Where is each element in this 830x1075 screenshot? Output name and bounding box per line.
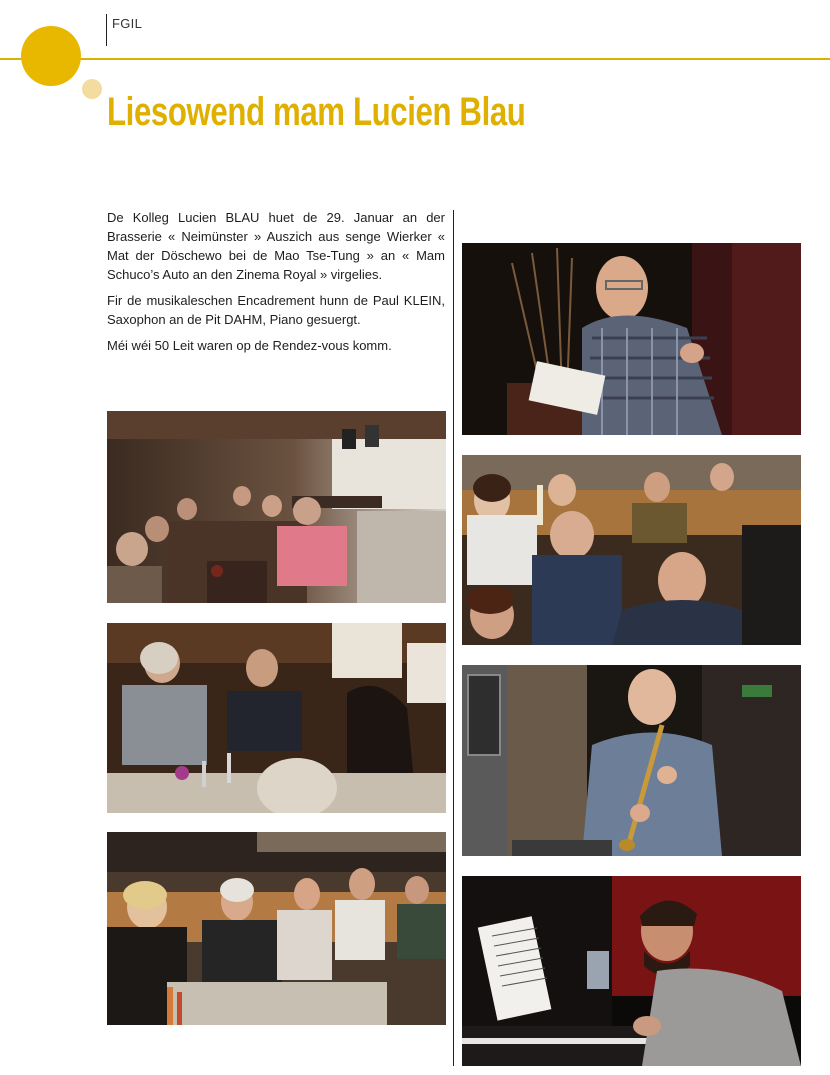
photo-audience-long-table <box>107 411 446 603</box>
article-body <box>107 208 445 362</box>
article-paragraph: Fir de musikaleschen Encadrement hunn de Paul KLEIN, Saxophon an de Pit DAHM, Piano gesuergt. <box>107 293 445 327</box>
article-title: Liesowend mam Lucien Blau <box>107 90 526 134</box>
photo-saxophonist <box>462 665 801 856</box>
decorative-dot-large <box>21 26 81 86</box>
decorative-dot-small <box>82 79 102 99</box>
photo-audience-listening <box>462 455 801 645</box>
article-paragraph: De Kolleg Lucien BLAU huet de 29. Januar an der Brasserie « Neimünster » Auszich aus senge Wierker « Mat der Döschewo bei de Mao Tse-Tung » an « Mam Schuco’s Auto an den Zinema Royal » virgelies. <box>107 210 445 282</box>
column-divider <box>453 210 454 1066</box>
article-paragraph: Méi wéi 50 Leit waren op de Rendez-vous komm. <box>107 338 392 353</box>
section-tag: FGIL <box>106 14 142 46</box>
photo-pianist <box>462 876 801 1066</box>
photo-author-reading <box>462 243 801 435</box>
photo-audience-crowd <box>107 832 446 1025</box>
photo-guests-at-table <box>107 623 446 813</box>
header-rule <box>0 58 830 60</box>
